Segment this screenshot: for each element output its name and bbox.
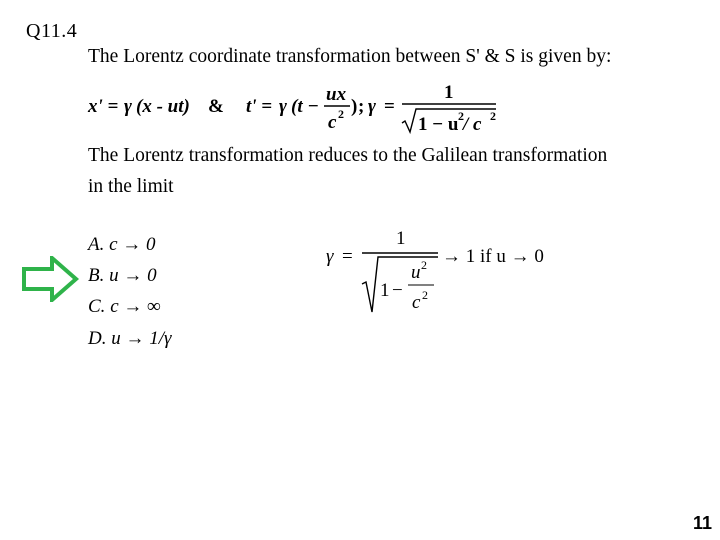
- equals-sign: =: [384, 96, 395, 117]
- exp-numerator: 1: [396, 228, 406, 249]
- question-paragraph: [88, 140, 607, 202]
- question-number: Q11.4: [26, 20, 78, 42]
- choice-letter: B.: [88, 265, 105, 286]
- exp-equals: =: [342, 246, 353, 267]
- page-number: 11: [692, 513, 712, 533]
- gamma-den-main: 1 − u: [418, 114, 459, 135]
- exp-two: 2: [338, 107, 344, 121]
- gamma-symbol-def: γ: [368, 96, 376, 117]
- choice-letter: C.: [88, 296, 106, 317]
- t-lhs: t' =: [246, 96, 273, 117]
- t-open: (t −: [291, 96, 319, 117]
- choice-expression: u → 0: [109, 265, 157, 286]
- gamma-den-slash: / c: [463, 114, 482, 135]
- choice-a[interactable]: [88, 234, 156, 256]
- paragraph-line-2: in the limit: [88, 176, 174, 197]
- gamma-symbol: γ: [124, 96, 132, 117]
- choice-d[interactable]: [88, 328, 172, 350]
- exp-c: c: [412, 292, 421, 313]
- gamma-definition: [368, 82, 496, 135]
- x-transform: [87, 96, 190, 117]
- t-transform: [246, 84, 364, 133]
- choice-expression: c → ∞: [110, 296, 161, 317]
- exp-one: 1: [380, 280, 390, 301]
- gamma-numerator: 1: [444, 82, 454, 103]
- paragraph-line-1: The Lorentz transformation reduces to the Galilean transformation: [88, 145, 608, 166]
- x-rhs: (x - ut): [136, 96, 190, 117]
- exp-two-u: 2: [458, 109, 464, 123]
- t-close: ): [351, 96, 358, 117]
- frac-denominator: c: [328, 112, 337, 133]
- right-arrow-icon: [22, 256, 80, 302]
- frac-numerator: ux: [326, 84, 347, 105]
- choice-c[interactable]: [88, 296, 161, 318]
- choice-b[interactable]: [88, 265, 157, 287]
- intro-text: The Lorentz coordinate transformation between S' & S is given by:: [88, 46, 612, 67]
- exp-u-squared: 2: [421, 258, 427, 272]
- exp-c-squared: 2: [422, 288, 428, 302]
- exp-gamma: γ: [326, 246, 334, 267]
- choice-expression: u → 1/γ: [111, 328, 172, 349]
- semicolon: ;: [358, 96, 365, 117]
- ampersand: &: [208, 96, 224, 117]
- exp-two-c: 2: [490, 109, 496, 123]
- x-lhs: x' =: [88, 96, 119, 117]
- lorentz-equations: [86, 80, 516, 138]
- choice-expression: c → 0: [109, 234, 156, 255]
- exp-u: u: [411, 262, 421, 283]
- exp-minus: −: [392, 280, 403, 301]
- gamma-symbol-t: γ: [279, 96, 287, 117]
- exp-tail: → 1 if u → 0: [442, 246, 544, 267]
- choice-letter: A.: [88, 234, 105, 255]
- choice-letter: D.: [88, 328, 107, 349]
- answer-explanation: [324, 224, 574, 320]
